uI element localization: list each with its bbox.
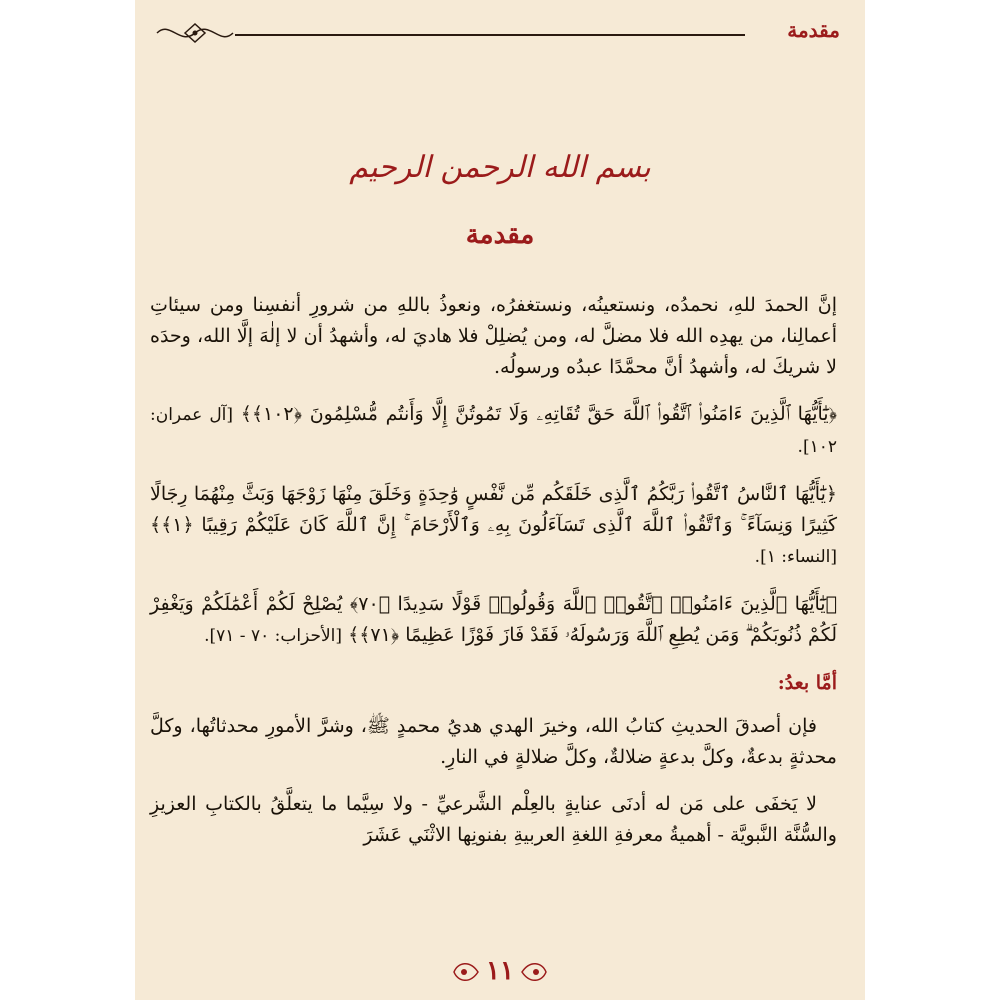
verse-block xyxy=(150,589,837,652)
quran-verse: ﴿يَٰٓأَيُّهَا ٱلَّذِينَ ءَامَنُوا۟ ٱتَّقُوا۟ ٱللَّهَ حَقَّ تُقَاتِهِۦ وَلَا تَمُوتُنَّ إِلَّا وَأَنتُم مُّسْلِمُونَ ﴿١٠٢﴾﴾ xyxy=(240,403,837,425)
verse-reference: [آل عمران: ١٠٢]. xyxy=(150,405,837,457)
running-header-title: مقدمة xyxy=(787,18,840,42)
basmala-calligraphy: بسم الله الرحمن الرحيم xyxy=(349,150,651,185)
verse-block xyxy=(150,479,837,573)
page-number: ١١ xyxy=(486,956,514,986)
body-paragraph: لا يَخفَى على مَن له أدنَى عنايةٍ بالعِلْم الشَّرعيِّ - ولا سِيَّما ما يتعلَّقُ بالكتابِ العزيزِ والسُّنَّة النَّبويَّة - أهميةُ معرفةِ اللغةِ العربيةِ بفنونِها الاثْنَي عَشَرَ xyxy=(150,793,837,846)
section-heading: أمَّا بعدُ: xyxy=(777,672,837,694)
opening-paragraph: إنَّ الحمدَ للهِ، نحمدُه، ونستعينُه، ونستغفرُه، ونعوذُ باللهِ من شرورِ أنفسِنا ومن سيئاتِ أعمالِنا، من يهدِه الله فلا مضلَّ له، ومن يُضلِلْ فلا هاديَ له، وأشهدُ أن لا إلٰهَ إلَّا الله، وحدَه لا شريكَ له، وأشهدُ أنَّ محمَّدًا عبدُه ورسولُه. xyxy=(150,294,837,378)
quran-verse: ﴿يَٰٓأَيُّهَا ٱلنَّاسُ ٱتَّقُوا۟ رَبَّكُمُ ٱلَّذِى خَلَقَكُم مِّن نَّفْسٍ وَٰحِدَةٍ وَخَلَقَ مِنْهَا زَوْجَهَا وَبَثَّ مِنْهُمَا رِجَالًا كَثِيرًا وَنِسَآءً ۚ وَٱتَّقُوا۟ ٱللَّهَ ٱلَّذِى تَسَآءَلُونَ بِهِۦ وَٱلْأَرْحَامَ ۚ إِنَّ ٱللَّهَ كَانَ عَلَيْكُمْ رَقِيبًا ﴿١﴾﴾ xyxy=(150,483,837,536)
ornament-icon xyxy=(155,18,235,48)
page-footer xyxy=(135,952,865,992)
header-rule xyxy=(235,34,745,36)
body-paragraph: فإن أصدقَ الحديثِ كتابُ الله، وخيرَ الهدي هديُ محمدٍ ﷺ، وشرَّ الأمورِ محدثاتُها، وكلَّ محدثةٍ بدعةٌ، وكلَّ بدعةٍ ضلالةٌ، وكلَّ ضلالةٍ في النارِ. xyxy=(150,715,837,768)
book-page xyxy=(135,0,865,1000)
verse-reference: [الأحزاب: ٧٠ - ٧١]. xyxy=(204,626,343,646)
quran-verse: ﴿يَٰٓأَيُّهَا ٱلَّذِينَ ءَامَنُوا۟ ٱتَّقُوا۟ ٱللَّهَ وَقُولُوا۟ قَوْلًا سَدِيدًا ﴿٧٠﴾ يُصْلِحْ لَكُمْ أَعْمَٰلَكُمْ وَيَغْفِرْ لَكُمْ ذُنُوبَكُمْ ۗ وَمَن يُطِعِ ٱللَّهَ وَرَسُولَهُۥ فَقَدْ فَازَ فَوْزًا عَظِيمًا ﴿٧١﴾﴾ xyxy=(150,593,837,646)
chapter-title: مقدمة xyxy=(465,220,535,250)
body-text xyxy=(150,290,837,867)
footer-ornament-icon xyxy=(520,958,550,986)
verse-block xyxy=(150,399,837,463)
running-header xyxy=(155,12,840,52)
verse-reference: [النساء: ١]. xyxy=(754,547,837,567)
